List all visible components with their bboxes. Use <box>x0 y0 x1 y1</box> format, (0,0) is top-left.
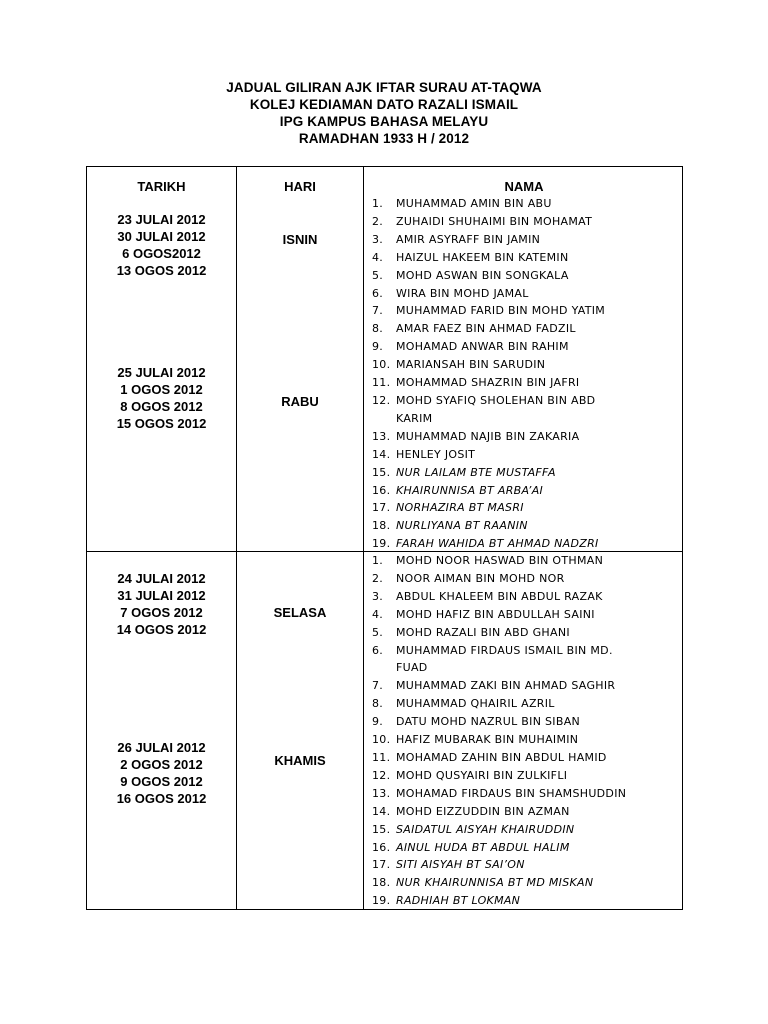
day-cell-rabu: RABU <box>281 394 319 409</box>
member-name: MUHAMMAD NAJIB BIN ZAKARIA <box>396 429 580 443</box>
list-number: 3. <box>372 232 384 246</box>
list-number: 13. <box>372 786 391 800</box>
date-line: 25 JULAI 2012 <box>117 365 206 380</box>
name-list-item <box>364 624 684 642</box>
name-list-item <box>364 731 684 749</box>
list-number: 11. <box>372 750 391 764</box>
header-nama: NAMA <box>504 179 544 194</box>
header-hari: HARI <box>284 179 316 194</box>
name-list-group-2 <box>364 552 684 910</box>
member-name: NORHAZIRA BT MASRI <box>396 501 524 515</box>
date-line: 16 OGOS 2012 <box>116 791 207 806</box>
name-list-item <box>364 517 684 535</box>
member-name-continuation: KARIM <box>396 411 433 425</box>
member-name: NOOR AIMAN BIN MOHD NOR <box>396 571 565 585</box>
member-name: AINUL HUDA BT ABDUL HALIM <box>396 840 570 854</box>
name-list-group-1 <box>364 195 684 553</box>
member-name: MUHAMMAD AMIN BIN ABU <box>396 197 552 210</box>
member-name: MUHAMMAD ZAKI BIN AHMAD SAGHIR <box>396 679 616 693</box>
date-line: 14 OGOS 2012 <box>116 622 207 637</box>
list-number: 14. <box>372 447 391 461</box>
date-cell-khamis <box>87 739 236 807</box>
list-number: 4. <box>372 250 384 264</box>
list-number: 7. <box>372 304 384 318</box>
list-number: 17. <box>372 501 391 515</box>
list-number: 10. <box>372 358 391 372</box>
member-name: HAIZUL HAKEEM BIN KATEMIN <box>396 250 569 264</box>
member-name: MOHAMAD ANWAR BIN RAHIM <box>396 340 569 354</box>
name-list-item <box>364 695 684 713</box>
date-line: 31 JULAI 2012 <box>117 588 206 603</box>
list-number: 2. <box>372 214 384 228</box>
name-list-item <box>364 803 684 821</box>
member-name: SITI AISYAH BT SAI’ON <box>396 858 525 872</box>
name-list-item <box>364 767 684 785</box>
name-list-item <box>364 338 684 356</box>
name-list-item <box>364 320 684 338</box>
name-list-item <box>364 713 684 731</box>
date-line: 2 OGOS 2012 <box>120 757 203 772</box>
title-line-1: JADUAL GILIRAN AJK IFTAR SURAU AT-TAQWA <box>226 80 542 95</box>
member-name: RADHIAH BT LOKMAN <box>396 894 521 908</box>
date-line: 8 OGOS 2012 <box>120 399 203 414</box>
list-number: 5. <box>372 625 384 639</box>
name-list-item <box>364 446 684 464</box>
name-list-item <box>364 213 684 231</box>
member-name: HAFIZ MUBARAK BIN MUHAIMIN <box>396 733 579 747</box>
day-cell-selasa: SELASA <box>273 605 327 620</box>
list-number: 3. <box>372 589 384 603</box>
list-number: 1. <box>372 554 384 567</box>
name-list-item <box>364 588 684 606</box>
name-list-item <box>364 874 684 892</box>
member-name: MOHD SYAFIQ SHOLEHAN BIN ABD <box>396 393 596 407</box>
name-list-item <box>364 856 684 874</box>
column-divider <box>236 167 237 909</box>
name-list-item <box>364 749 684 767</box>
list-number: 15. <box>372 822 391 836</box>
list-number: 9. <box>372 340 384 354</box>
list-number: 10. <box>372 733 391 747</box>
member-name: MOHAMAD ZAHIN BIN ABDUL HAMID <box>396 750 607 764</box>
list-number: 14. <box>372 804 391 818</box>
name-list-item <box>364 821 684 839</box>
member-name: NUR LAILAM BTE MUSTAFFA <box>396 465 556 479</box>
member-name: MUHAMMAD FARID BIN MOHD YATIM <box>396 304 606 318</box>
name-list-item <box>364 642 684 678</box>
date-line: 1 OGOS 2012 <box>120 382 203 397</box>
member-name: MOHAMMAD SHAZRIN BIN JAFRI <box>396 376 580 390</box>
list-number: 16. <box>372 840 391 854</box>
list-number: 2. <box>372 571 384 585</box>
list-number: 4. <box>372 607 384 621</box>
date-line: 13 OGOS 2012 <box>116 263 207 278</box>
member-name: FARAH WAHIDA BT AHMAD NADZRI <box>396 537 599 551</box>
name-list-item <box>364 570 684 588</box>
name-list-item <box>364 285 684 303</box>
list-number: 7. <box>372 679 384 693</box>
date-cell-isnin <box>87 211 236 279</box>
member-name: MOHD RAZALI BIN ABD GHANI <box>396 625 570 639</box>
name-list-item <box>364 392 684 428</box>
list-number: 12. <box>372 768 391 782</box>
member-name: DATU MOHD NAZRUL BIN SIBAN <box>396 715 581 729</box>
list-number: 11. <box>372 376 391 390</box>
member-name: MOHD NOOR HASWAD BIN OTHMAN <box>396 554 604 567</box>
name-list-item <box>364 892 684 910</box>
name-list-item <box>364 552 684 570</box>
name-list-item <box>364 231 684 249</box>
list-number: 19. <box>372 537 391 551</box>
list-number: 15. <box>372 465 391 479</box>
name-list-item <box>364 267 684 285</box>
list-number: 1. <box>372 197 384 210</box>
title-line-4: RAMADHAN 1933 H / 2012 <box>298 131 470 146</box>
member-name: ABDUL KHALEEM BIN ABDUL RAZAK <box>396 589 603 603</box>
date-line: 24 JULAI 2012 <box>117 571 206 586</box>
list-number: 6. <box>372 286 384 300</box>
name-list-item <box>364 677 684 695</box>
date-line: 23 JULAI 2012 <box>117 212 206 227</box>
name-list-item <box>364 499 684 517</box>
name-list-item <box>364 428 684 446</box>
list-number: 18. <box>372 519 391 533</box>
member-name: HENLEY JOSIT <box>396 447 476 461</box>
member-name: AMIR ASYRAFF BIN JAMIN <box>396 232 541 246</box>
name-list-item <box>364 374 684 392</box>
name-list-item <box>364 482 684 500</box>
member-name: MUHAMMAD FIRDAUS ISMAIL BIN MD. <box>396 643 613 657</box>
name-list-item <box>364 195 684 213</box>
title-line-2: KOLEJ KEDIAMAN DATO RAZALI ISMAIL <box>249 97 519 112</box>
member-name: ZUHAIDI SHUHAIMI BIN MOHAMAT <box>396 214 593 228</box>
title-line-3: IPG KAMPUS BAHASA MELAYU <box>279 114 489 129</box>
name-list-item <box>364 356 684 374</box>
date-line: 7 OGOS 2012 <box>120 605 203 620</box>
member-name: SAIDATUL AISYAH KHAIRUDDIN <box>396 822 575 836</box>
day-cell-isnin: ISNIN <box>282 232 318 247</box>
schedule-table <box>86 166 683 910</box>
date-line: 30 JULAI 2012 <box>117 229 206 244</box>
member-name: MOHAMAD FIRDAUS BIN SHAMSHUDDIN <box>396 786 627 800</box>
member-name: KHAIRUNNISA BT ARBA’AI <box>396 483 544 497</box>
date-line: 6 OGOS2012 <box>122 246 201 261</box>
date-line: 26 JULAI 2012 <box>117 740 206 755</box>
name-list-item <box>364 535 684 553</box>
list-number: 16. <box>372 483 391 497</box>
list-number: 9. <box>372 715 384 729</box>
list-number: 6. <box>372 643 384 657</box>
list-number: 19. <box>372 894 391 908</box>
member-name: MOHD HAFIZ BIN ABDULLAH SAINI <box>396 607 595 621</box>
member-name: NUR KHAIRUNNISA BT MD MISKAN <box>396 876 594 890</box>
header-tarikh: TARIKH <box>137 179 186 194</box>
name-list-item <box>364 464 684 482</box>
list-number: 5. <box>372 268 384 282</box>
member-name: MUHAMMAD QHAIRIL AZRIL <box>396 697 555 711</box>
list-number: 8. <box>372 697 384 711</box>
list-number: 13. <box>372 429 391 443</box>
member-name: MOHD ASWAN BIN SONGKALA <box>396 268 569 282</box>
day-cell-khamis: KHAMIS <box>274 753 326 768</box>
list-number: 17. <box>372 858 391 872</box>
member-name: MOHD EIZZUDDIN BIN AZMAN <box>396 804 570 818</box>
name-list-item <box>364 839 684 857</box>
date-line: 15 OGOS 2012 <box>116 416 207 431</box>
list-number: 18. <box>372 876 391 890</box>
member-name-continuation: FUAD <box>396 661 428 675</box>
date-cell-selasa <box>87 570 236 638</box>
name-list-item <box>364 302 684 320</box>
date-cell-rabu <box>87 364 236 432</box>
member-name: MOHD QUSYAIRI BIN ZULKIFLI <box>396 768 568 782</box>
name-list-item <box>364 785 684 803</box>
member-name: AMAR FAEZ BIN AHMAD FADZIL <box>396 322 576 336</box>
member-name: NURLIYANA BT RAANIN <box>396 519 528 533</box>
list-number: 8. <box>372 322 384 336</box>
member-name: MARIANSAH BIN SARUDIN <box>396 358 546 372</box>
list-number: 12. <box>372 393 391 407</box>
name-list-item <box>364 606 684 624</box>
document-title <box>0 79 768 147</box>
name-list-item <box>364 249 684 267</box>
date-line: 9 OGOS 2012 <box>120 774 203 789</box>
member-name: WIRA BIN MOHD JAMAL <box>396 286 529 300</box>
